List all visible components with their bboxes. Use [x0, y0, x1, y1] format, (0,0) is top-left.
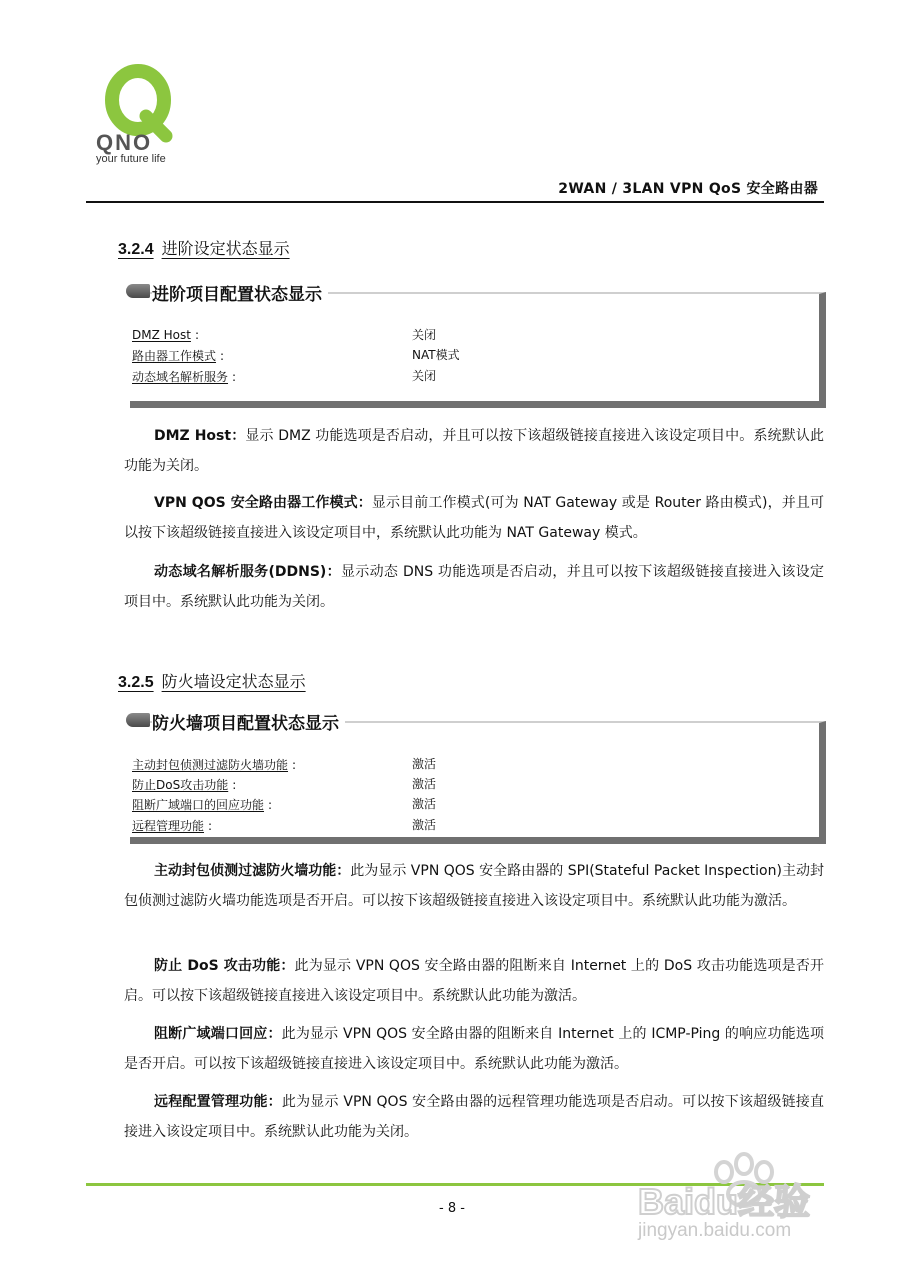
- term-remote-mgmt: 远程配置管理功能：: [154, 1094, 282, 1110]
- section-title-text: 防火墙设定状态显示: [161, 672, 306, 691]
- status-row-router-mode: 路由器工作模式 :: [132, 349, 225, 363]
- status-value-spi: 激活: [412, 757, 437, 771]
- panel-heading: 进阶项目配置状态显示: [152, 280, 328, 305]
- term-dmz: DMZ Host：: [154, 428, 246, 444]
- desc-remote-mgmt: 此为显示 VPN QOS 安全路由器的远程管理功能选项是否启动。可以按下该超级链接直接进入该设定项目中。系统默认此功能为关闭。: [124, 1094, 824, 1140]
- baidu-paw-icon: [636, 1150, 862, 1220]
- status-value-router-mode: NAT模式: [412, 348, 460, 362]
- paragraph-router-mode: [124, 488, 824, 548]
- status-row-dos: 防止DoS攻击功能 :: [132, 778, 237, 792]
- status-value-dos: 激活: [412, 777, 437, 791]
- link-remote-management[interactable]: 远程管理功能: [132, 819, 205, 833]
- desc-router-mode: 显示目前工作模式(可为 NAT Gateway 或是 Router 路由模式)，并且可以按下该超级链接直接进入该设定项目中，系统默认此功能为 NAT Gateway 模式。: [124, 495, 824, 541]
- status-value-wan-response: 激活: [412, 797, 437, 811]
- term-wan-response: 阻断广域端口回应：: [154, 1026, 282, 1042]
- paragraph-ddns: [124, 557, 824, 617]
- term-dos: 防止 DoS 攻击功能：: [154, 958, 295, 974]
- link-dos-protection[interactable]: 防止DoS攻击功能: [132, 778, 229, 792]
- link-router-mode[interactable]: 路由器工作模式: [132, 349, 217, 363]
- baidu-watermark: [636, 1150, 862, 1250]
- paragraph-remote-mgmt: [124, 1087, 824, 1147]
- link-dmz-host[interactable]: DMZ Host: [132, 328, 191, 342]
- status-value-dmz: 关闭: [412, 328, 437, 342]
- section-number: 3.2.5: [118, 674, 154, 691]
- link-ddns[interactable]: 动态域名解析服务: [132, 370, 229, 384]
- link-spi-firewall[interactable]: 主动封包侦测过滤防火墙功能: [132, 758, 289, 772]
- svg-text:QNO: QNO: [96, 130, 153, 155]
- firewall-status-panel: [126, 713, 826, 844]
- paragraph-dos: [124, 951, 824, 1011]
- logo-tagline: your future life: [96, 153, 166, 165]
- section-title-firewall: [118, 669, 306, 692]
- section-title-advanced: [118, 236, 290, 259]
- status-row-dmz: DMZ Host :: [132, 328, 199, 342]
- paragraph-wan-response: [124, 1019, 824, 1079]
- desc-dmz: 显示 DMZ 功能选项是否启动，并且可以按下该超级链接直接进入该设定项目中。系统默认此功能为关闭。: [124, 428, 824, 474]
- status-row-wan-response: 阻断广域端口的回应功能 :: [132, 798, 273, 812]
- panel-tab-icon: [126, 713, 150, 727]
- watermark-url: jingyan.baidu.com: [638, 1220, 792, 1241]
- panel-heading: 防火墙项目配置状态显示: [152, 709, 345, 734]
- status-row-remote-mgmt: 远程管理功能 :: [132, 819, 213, 833]
- term-spi: 主动封包侦测过滤防火墙功能：: [154, 863, 351, 879]
- term-ddns: 动态域名解析服务(DDNS)：: [154, 564, 341, 580]
- desc-dos: 此为显示 VPN QOS 安全路由器的阻断来自 Internet 上的 DoS 攻击功能选项是否开启。可以按下该超级链接直接进入该设定项目中。系统默认此功能为激活。: [124, 958, 824, 1004]
- link-wan-response[interactable]: 阻断广域端口的回应功能: [132, 798, 265, 812]
- advanced-status-panel: [126, 284, 826, 408]
- status-row-ddns: 动态域名解析服务 :: [132, 370, 237, 384]
- desc-spi: 此为显示 VPN QOS 安全路由器的 SPI(Stateful Packet Inspection)主动封包侦测过滤防火墙功能选项是否开启。可以按下该超级链接直接进入该设定项目中。系统默认此功能为激活。: [124, 863, 824, 909]
- page-number: - 8 -: [439, 1201, 465, 1216]
- desc-wan-response: 此为显示 VPN QOS 安全路由器的阻断来自 Internet 上的 ICMP-Ping 的响应功能选项是否开启。可以按下该超级链接直接进入该设定项目中。系统默认此功能为激活。: [124, 1026, 824, 1072]
- document-title: 2WAN / 3LAN VPN QoS 安全路由器: [558, 181, 818, 197]
- paragraph-dmz: [124, 421, 824, 481]
- section-title-text: 进阶设定状态显示: [161, 239, 290, 258]
- status-value-ddns: 关闭: [412, 369, 437, 383]
- panel-frame: [130, 292, 826, 408]
- watermark-brand: Baidu经验: [638, 1181, 811, 1220]
- header-divider: [86, 201, 824, 203]
- desc-ddns: 显示动态 DNS 功能选项是否启动，并且可以按下该超级链接直接进入该设定项目中。系统默认此功能为关闭。: [124, 564, 824, 610]
- status-value-remote-mgmt: 激活: [412, 818, 437, 832]
- paragraph-spi: [124, 856, 824, 916]
- status-row-spi: 主动封包侦测过滤防火墙功能 :: [132, 758, 297, 772]
- section-number: 3.2.4: [118, 241, 154, 258]
- panel-tab-icon: [126, 284, 150, 298]
- term-router-mode: VPN QOS 安全路由器工作模式：: [154, 495, 372, 511]
